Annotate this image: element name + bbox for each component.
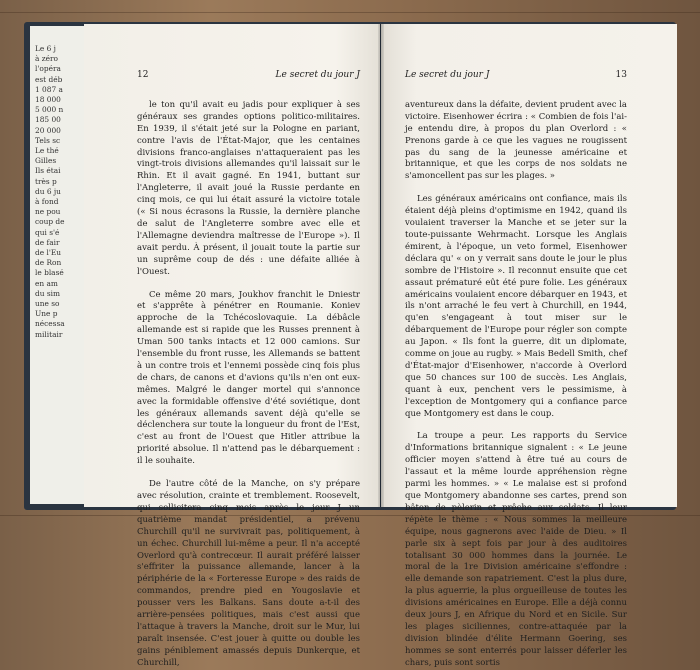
underlying-page-line: très p	[35, 176, 57, 186]
left-paragraph-3: De l'autre côté de la Manche, on s'y prépare avec résolution, crainte et tremblement. Roosevelt, qui sollicitera cinq mois après le jour J un quatrième mandat présidentiel, a prévenu Churchill qu'il ne survivrait pas, politiquement, à un échec. Churchill lui-même a peur. Il n'a accepté Overlord qu'à contrecœur. Il aurait préféré laisser s'effriter la puissance allemande, lancer à la périphérie de la « Forteresse Europe » des raids de commandos, prendre pied en Yougoslavie et pousser vers les Balkans. Sans doute a-t-il des arrière-pensées politiques, mais c'est aussi que l'attaque à travers la Manche, droit sur le Mur, lui paraît insensée. C'est jouer à quitte ou double les gains péniblement amassés depuis Dunkerque, et Churchill,	[137, 479, 360, 668]
underlying-page-line: de fair	[35, 237, 60, 247]
right-paragraph-3: La troupe a peur. Les rapports du Service d'Informations britannique signalent : « Le jeune officier moyen s'attend à être tué au cours de l'assaut et la même lourde appréhension règne parmi les hommes. » « Le malaise est si profond que Montgomery abandonne ses cartes, prend son bâton de pèlerin et prêche aux soldats. Il leur répète le thème : « Nous sommes la meilleure équipe, nous gagnerons avec l'aide de Dieu. » Il parle six à sept fois par jour à des auditoires totalisant 30 000 hommes dans la journée. Le moral de la 1re Division américaine s'effondre : elle demande son rapatriement. C'est la plus dure, la plus aguerrie, la plus orgueilleuse de toutes les divisions américaines en Europe. Elle a déjà connu deux jours J, en Afrique du Nord et en Sicile. Sur les plages siciliennes, contre-attaquée par la division blindée d'élite Hermann Goering, ses hommes se sont enterrés pour laisser déferler les chars, puis sont sortis	[405, 431, 627, 668]
underlying-page-line: 18 000	[35, 95, 61, 105]
underlying-page-line: Ils étai	[35, 166, 61, 176]
underlying-page-line: coup de	[35, 217, 65, 227]
underlying-page-line: Le 6 j	[35, 44, 56, 53]
right-running-title: Le secret du jour J	[405, 70, 490, 80]
underlying-page-line: l'opéra	[35, 64, 61, 74]
right-page-number: 13	[615, 70, 627, 80]
underlying-page-line: de l'Eu	[35, 248, 62, 258]
left-paragraph-1: le ton qu'il avait eu jadis pour expliquer à ses généraux ses grandes options politico-militaires. En 1939, il s'était jeté sur la Pologne en pariant, contre l'avis de l'État-Major, que les centaines divisions franco-anglaises n'attaqueraient pas les vingt-trois divisions allemandes qu'il laissait sur le Rhin. Et il avait gagné. En 1941, buttant sur l'Angleterre, il avait joué la Russie perdante en cinq mois, ce qui lui était assuré la victoire totale (« Si nous écrasons la Russie, la dernière planche de salut de l'Angleterre sombre avec elle et l'Allemagne deviendra maîtresse de l'Europe »). Il avait perdu. À présent, il jouait toute la partie sur un suprême coup de dés : une défaite alliée à l'Ouest.	[137, 99, 360, 277]
underlying-page-line: Tels sc	[35, 135, 61, 145]
book-gutter	[378, 24, 384, 507]
left-page-text	[137, 100, 360, 670]
underlying-page-line: du sim	[35, 288, 61, 298]
underlying-page-line: le blasé	[35, 268, 64, 278]
underlying-page-line: en am	[35, 278, 58, 288]
underlying-page-line: 1 087 a	[35, 84, 63, 94]
underlying-page-line: 185 00	[35, 115, 61, 125]
underlying-page-line: ne pou	[35, 207, 61, 217]
underlying-page-line: 5 000 n	[35, 105, 64, 115]
underlying-page-line: qui s'é	[35, 227, 60, 237]
right-page	[381, 24, 677, 668]
underlying-page-line: nécessa	[35, 319, 65, 329]
right-paragraph-1: aventureux dans la défaite, devient prudent avec la victoire. Eisenhower écrira : « Combien de fois l'ai-je entendu dire, à propos du plan Overlord : « Prenons garde à ce que les vagues ne rougissent pas du sang de la jeunesse américaine et britannique, et que les corps de nos soldats ne s'amoncellent pas sur les plages. »	[405, 99, 627, 182]
wood-grain	[0, 12, 700, 13]
underlying-page-line: de Ron	[35, 258, 62, 268]
underlying-page-line: Gilles	[35, 156, 57, 166]
left-running-title: Le secret du jour J	[275, 70, 360, 80]
right-paragraph-2: Les généraux américains ont confiance, mais ils étaient déjà pleins d'optimisme en 1942, quand ils voulaient traverser la Manche et se jeter sur la toute-puissante Wehrmacht. Lorsque les Anglais émirent, à l'époque, un veto formel, Eisenhower déclara qu' « on y verrait sans doute le jour le plus sombre de l'Histoire ». Il reconnut ensuite que cet assaut prématuré eût été pure folie. Les généraux américains voulaient encore débarquer en 1943, et ils n'ont arraché le feu vert à Churchill, en 1944, qu'en s'engageant à tout miser sur le débarquement de l'Europe pour régler son compte au Japon. « Ils font la guerre, dit un diplomate, comme on joue au rugby. » Mais Bedell Smith, chef d'État-major d'Eisenhower, n'accorde à Overlord que 50 chances sur 100 de succès. Les Anglais, quant à eux, penchent vers le pessimisme, à l'exception de Montgomery qui a confiance parce que Montgomery est dans le coup.	[405, 194, 627, 419]
underlying-page-line: une so	[35, 299, 60, 309]
right-page-text	[405, 100, 627, 670]
left-page-number: 12	[137, 70, 149, 80]
underlying-page-line: militair	[35, 329, 63, 339]
underlying-page-line: Une p	[35, 309, 58, 319]
underlying-page-line: Le thé	[35, 146, 59, 156]
left-page	[84, 24, 380, 668]
underlying-page-line: à zéro	[35, 54, 59, 64]
underlying-page-line: 20 000	[35, 125, 61, 135]
right-running-head	[405, 70, 627, 82]
left-running-head	[137, 70, 360, 82]
underlying-page-line: est déb	[35, 74, 63, 84]
underlying-page-line: à fond	[35, 197, 59, 207]
left-paragraph-2: Ce même 20 mars, Joukhov franchit le Dniestr et s'apprête à pénétrer en Roumanie. Koniev approche de la Tchécoslovaquie. La débâcle allemande est si rapide que les Russes prennent à Uman 500 tanks intacts et 12 000 camions. Sur l'ensemble du front russe, les Allemands se battent à un contre trois et l'ennemi possède cinq fois plus de chars, de canons et d'avions qu'ils n'en ont eux-mêmes. Malgré le danger mortel qui s'annonce avec la formidable offensive d'été soviétique, dont les généraux allemands savent déjà qu'elle se déclenchera sur toute la longueur du front de l'Est, c'est au front de l'Ouest que Hitler attribue la priorité absolue. Il n'attend pas le débarquement : il le souhaite.	[137, 289, 360, 467]
underlying-page-line: du 6 ju	[35, 186, 61, 196]
